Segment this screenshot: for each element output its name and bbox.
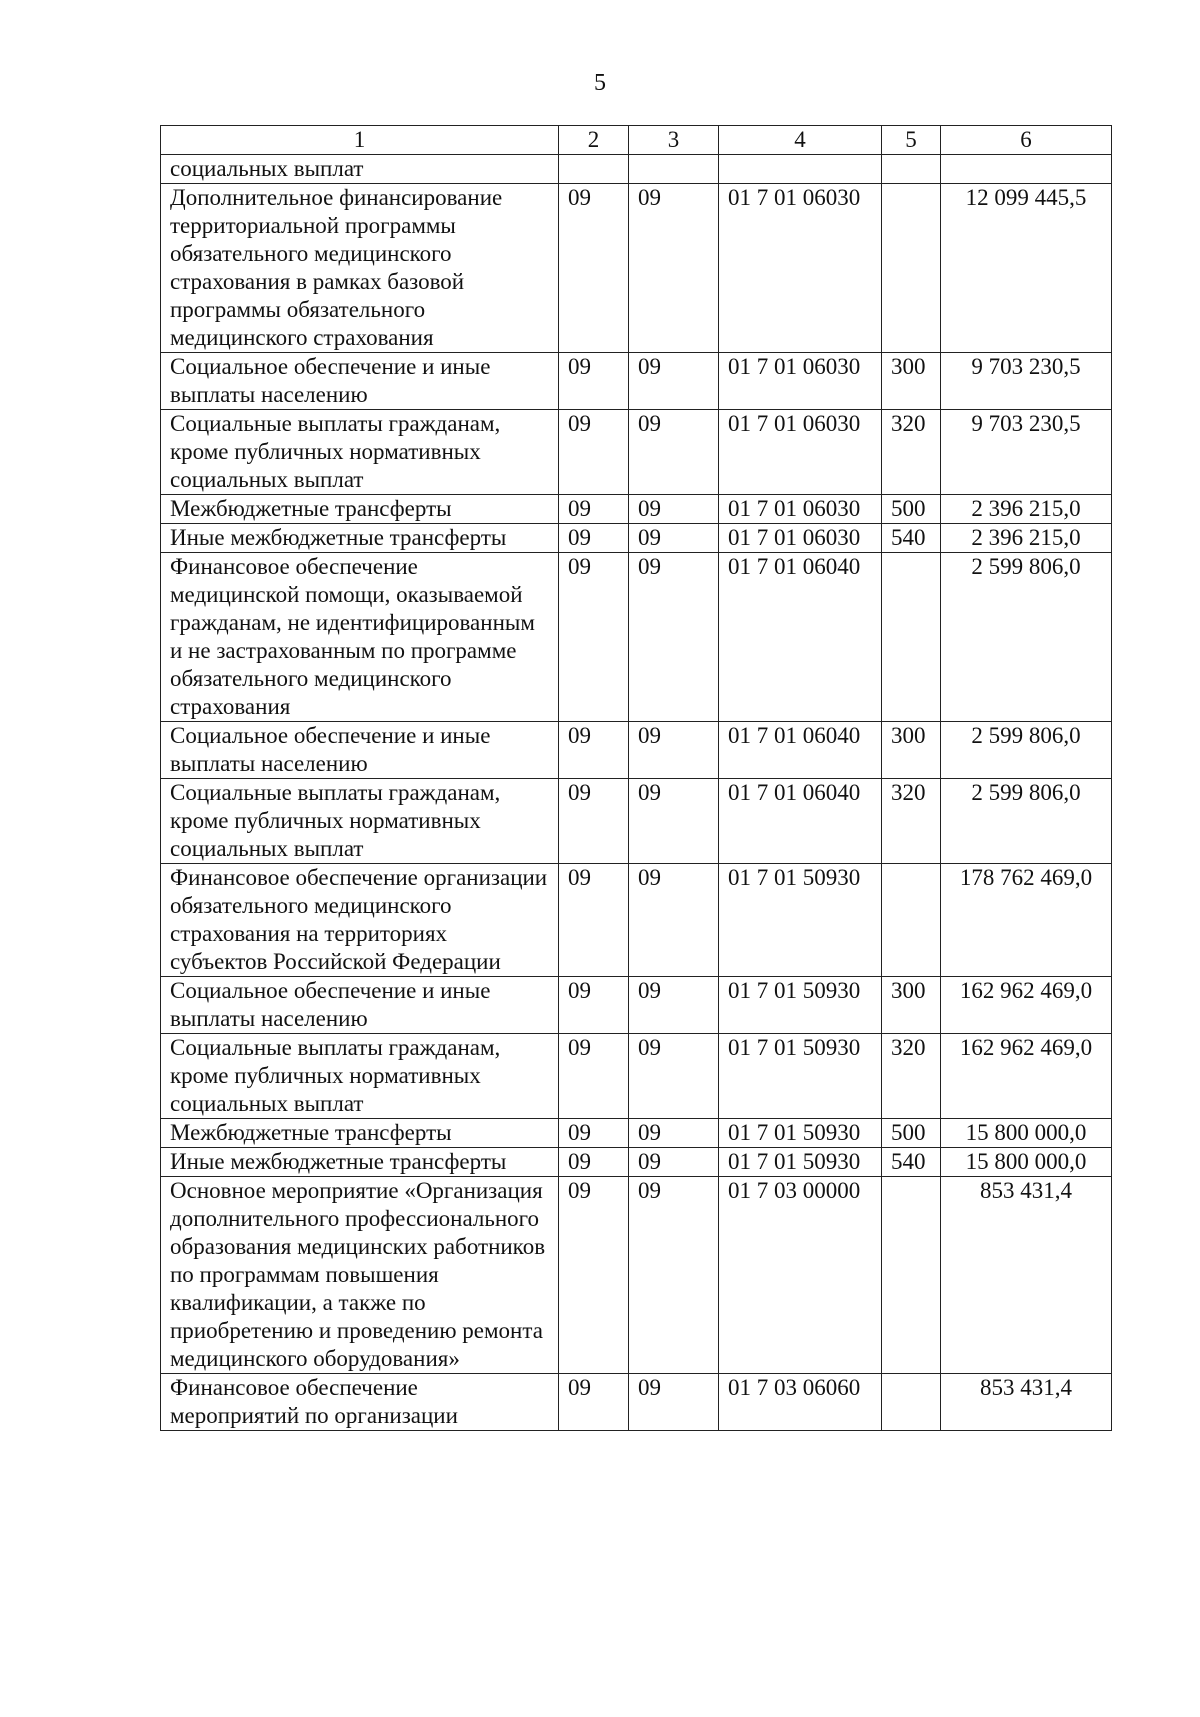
page-number: 5 bbox=[594, 70, 606, 96]
subsection-cell: 09 bbox=[629, 864, 719, 977]
item-name-cell: Иные межбюджетные трансферты bbox=[161, 524, 559, 553]
section-cell: 09 bbox=[559, 410, 629, 495]
table-row bbox=[161, 524, 1112, 553]
item-name-cell: Социальное обеспечение и иные выплаты населению bbox=[161, 722, 559, 779]
section-cell: 09 bbox=[559, 1119, 629, 1148]
table-body bbox=[161, 126, 1112, 1431]
amount-cell: 2 599 806,0 bbox=[941, 553, 1112, 722]
table-row bbox=[161, 495, 1112, 524]
expense-type-cell: 300 bbox=[882, 353, 941, 410]
item-name-cell: Финансовое обеспечение мероприятий по организации bbox=[161, 1374, 559, 1431]
subsection-cell: 09 bbox=[629, 1148, 719, 1177]
subsection-cell: 09 bbox=[629, 1177, 719, 1374]
amount-cell: 853 431,4 bbox=[941, 1374, 1112, 1431]
section-cell: 09 bbox=[559, 353, 629, 410]
header-cell: 1 bbox=[161, 126, 559, 155]
table-row bbox=[161, 1177, 1112, 1374]
target-article-cell: 01 7 01 06030 bbox=[719, 524, 882, 553]
amount-cell: 15 800 000,0 bbox=[941, 1148, 1112, 1177]
subsection-cell: 09 bbox=[629, 1034, 719, 1119]
item-name-cell: Социальные выплаты гражданам, кроме публичных нормативных социальных выплат bbox=[161, 779, 559, 864]
target-article-cell: 01 7 01 06030 bbox=[719, 353, 882, 410]
amount-cell: 12 099 445,5 bbox=[941, 184, 1112, 353]
target-article-cell: 01 7 03 00000 bbox=[719, 1177, 882, 1374]
table-row bbox=[161, 864, 1112, 977]
header-cell: 6 bbox=[941, 126, 1112, 155]
target-article-cell: 01 7 01 06040 bbox=[719, 553, 882, 722]
subsection-cell: 09 bbox=[629, 410, 719, 495]
item-name-cell: Социальные выплаты гражданам, кроме публичных нормативных социальных выплат bbox=[161, 410, 559, 495]
subsection-cell: 09 bbox=[629, 779, 719, 864]
target-article-cell: 01 7 01 50930 bbox=[719, 864, 882, 977]
expense-type-cell: 320 bbox=[882, 779, 941, 864]
table-row bbox=[161, 1119, 1112, 1148]
table-row bbox=[161, 553, 1112, 722]
expense-type-cell: 300 bbox=[882, 722, 941, 779]
table-row bbox=[161, 184, 1112, 353]
section-cell: 09 bbox=[559, 1034, 629, 1119]
section-cell bbox=[559, 155, 629, 184]
target-article-cell bbox=[719, 155, 882, 184]
expense-type-cell bbox=[882, 864, 941, 977]
section-cell: 09 bbox=[559, 1177, 629, 1374]
subsection-cell: 09 bbox=[629, 553, 719, 722]
section-cell: 09 bbox=[559, 495, 629, 524]
section-cell: 09 bbox=[559, 1374, 629, 1431]
subsection-cell: 09 bbox=[629, 1119, 719, 1148]
item-name-cell: Иные межбюджетные трансферты bbox=[161, 1148, 559, 1177]
target-article-cell: 01 7 01 06040 bbox=[719, 722, 882, 779]
item-name-cell: социальных выплат bbox=[161, 155, 559, 184]
subsection-cell: 09 bbox=[629, 722, 719, 779]
expense-type-cell bbox=[882, 184, 941, 353]
item-name-cell: Социальное обеспечение и иные выплаты населению bbox=[161, 353, 559, 410]
expense-type-cell bbox=[882, 553, 941, 722]
section-cell: 09 bbox=[559, 1148, 629, 1177]
target-article-cell: 01 7 01 06030 bbox=[719, 495, 882, 524]
item-name-cell: Социальные выплаты гражданам, кроме публичных нормативных социальных выплат bbox=[161, 1034, 559, 1119]
amount-cell: 15 800 000,0 bbox=[941, 1119, 1112, 1148]
header-cell: 5 bbox=[882, 126, 941, 155]
target-article-cell: 01 7 01 50930 bbox=[719, 977, 882, 1034]
target-article-cell: 01 7 01 06040 bbox=[719, 779, 882, 864]
expense-type-cell bbox=[882, 1177, 941, 1374]
table-row bbox=[161, 779, 1112, 864]
expense-type-cell: 500 bbox=[882, 495, 941, 524]
subsection-cell: 09 bbox=[629, 1374, 719, 1431]
expense-type-cell: 540 bbox=[882, 524, 941, 553]
budget-table bbox=[160, 125, 1112, 1431]
target-article-cell: 01 7 01 06030 bbox=[719, 410, 882, 495]
section-cell: 09 bbox=[559, 524, 629, 553]
table-row bbox=[161, 155, 1112, 184]
expense-type-cell: 500 bbox=[882, 1119, 941, 1148]
expense-type-cell: 320 bbox=[882, 1034, 941, 1119]
subsection-cell: 09 bbox=[629, 977, 719, 1034]
item-name-cell: Социальное обеспечение и иные выплаты населению bbox=[161, 977, 559, 1034]
header-cell: 2 bbox=[559, 126, 629, 155]
expense-type-cell: 300 bbox=[882, 977, 941, 1034]
subsection-cell: 09 bbox=[629, 524, 719, 553]
expense-type-cell: 320 bbox=[882, 410, 941, 495]
amount-cell: 9 703 230,5 bbox=[941, 353, 1112, 410]
item-name-cell: Основное мероприятие «Организация дополнительного профессионального образования медицинских работников по программам повышения квалификации, а также по приобретению и проведению ремонта медицинского оборудования» bbox=[161, 1177, 559, 1374]
table-header-row bbox=[161, 126, 1112, 155]
amount-cell: 178 762 469,0 bbox=[941, 864, 1112, 977]
table-row bbox=[161, 353, 1112, 410]
table-row bbox=[161, 1034, 1112, 1119]
target-article-cell: 01 7 03 06060 bbox=[719, 1374, 882, 1431]
expense-type-cell bbox=[882, 1374, 941, 1431]
section-cell: 09 bbox=[559, 184, 629, 353]
section-cell: 09 bbox=[559, 977, 629, 1034]
target-article-cell: 01 7 01 50930 bbox=[719, 1119, 882, 1148]
amount-cell: 2 599 806,0 bbox=[941, 722, 1112, 779]
table-row bbox=[161, 1374, 1112, 1431]
target-article-cell: 01 7 01 06030 bbox=[719, 184, 882, 353]
amount-cell: 9 703 230,5 bbox=[941, 410, 1112, 495]
amount-cell: 162 962 469,0 bbox=[941, 1034, 1112, 1119]
target-article-cell: 01 7 01 50930 bbox=[719, 1148, 882, 1177]
table-row bbox=[161, 977, 1112, 1034]
amount-cell: 853 431,4 bbox=[941, 1177, 1112, 1374]
subsection-cell: 09 bbox=[629, 495, 719, 524]
item-name-cell: Дополнительное финансирование территориальной программы обязательного медицинского страхования в рамках базовой программы обязательного медицинского страхования bbox=[161, 184, 559, 353]
amount-cell: 2 599 806,0 bbox=[941, 779, 1112, 864]
item-name-cell: Финансовое обеспечение организации обязательного медицинского страхования на территориях субъектов Российской Федерации bbox=[161, 864, 559, 977]
section-cell: 09 bbox=[559, 722, 629, 779]
table-row bbox=[161, 1148, 1112, 1177]
section-cell: 09 bbox=[559, 553, 629, 722]
table-row bbox=[161, 722, 1112, 779]
expense-type-cell: 540 bbox=[882, 1148, 941, 1177]
subsection-cell: 09 bbox=[629, 184, 719, 353]
table-row bbox=[161, 410, 1112, 495]
item-name-cell: Финансовое обеспечение медицинской помощи, оказываемой гражданам, не идентифицированным и не застрахованным по программе обязательного медицинского страхования bbox=[161, 553, 559, 722]
amount-cell: 2 396 215,0 bbox=[941, 495, 1112, 524]
header-cell: 4 bbox=[719, 126, 882, 155]
amount-cell bbox=[941, 155, 1112, 184]
target-article-cell: 01 7 01 50930 bbox=[719, 1034, 882, 1119]
subsection-cell: 09 bbox=[629, 353, 719, 410]
expense-type-cell bbox=[882, 155, 941, 184]
amount-cell: 162 962 469,0 bbox=[941, 977, 1112, 1034]
section-cell: 09 bbox=[559, 864, 629, 977]
amount-cell: 2 396 215,0 bbox=[941, 524, 1112, 553]
item-name-cell: Межбюджетные трансферты bbox=[161, 1119, 559, 1148]
section-cell: 09 bbox=[559, 779, 629, 864]
item-name-cell: Межбюджетные трансферты bbox=[161, 495, 559, 524]
subsection-cell bbox=[629, 155, 719, 184]
header-cell: 3 bbox=[629, 126, 719, 155]
